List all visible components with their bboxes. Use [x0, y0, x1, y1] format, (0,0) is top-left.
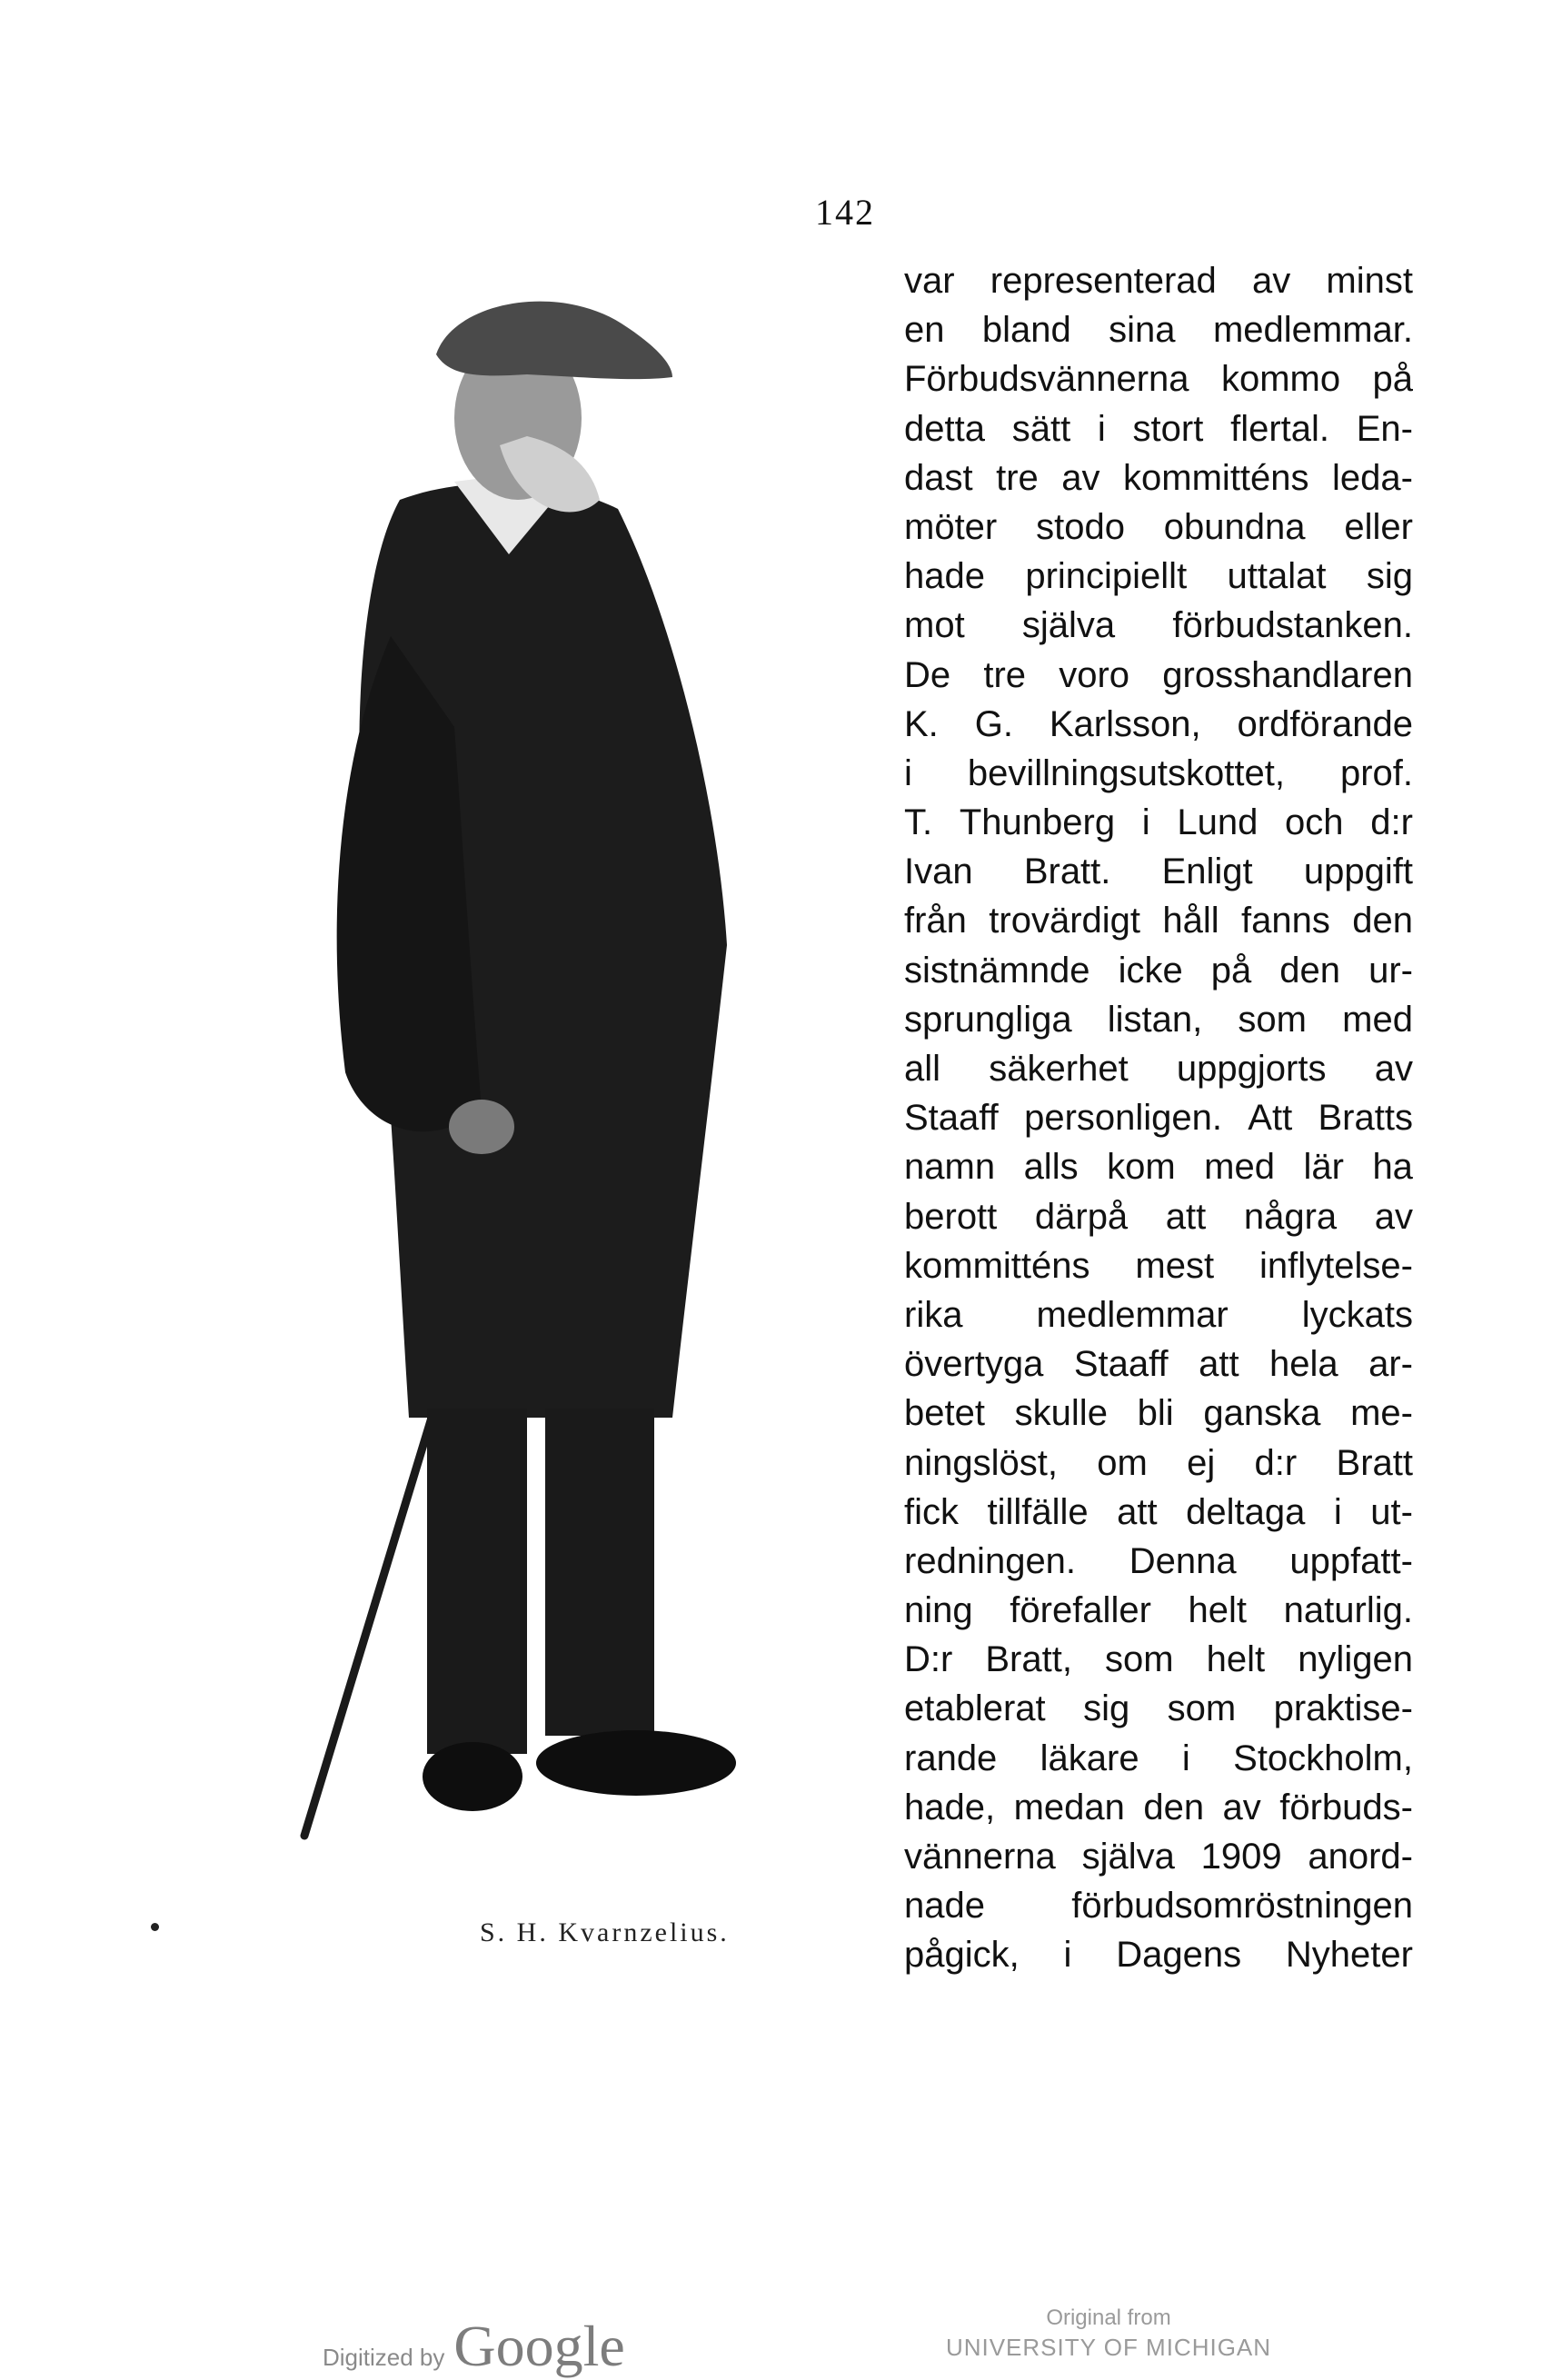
text-line — [904, 256, 1413, 305]
text-word: möter — [904, 506, 998, 547]
text-word: ur- — [1368, 950, 1413, 991]
text-word: förbudsomröstningen — [1071, 1886, 1413, 1927]
text-word: i — [1333, 1491, 1342, 1532]
text-word: hela — [1269, 1344, 1338, 1385]
text-word: icke — [1118, 950, 1183, 991]
text-word: Ivan — [904, 851, 973, 892]
stray-dot — [151, 1923, 159, 1931]
text-word: sprungliga — [904, 999, 1072, 1040]
text-line — [904, 1832, 1413, 1881]
text-word: i — [1141, 802, 1150, 843]
text-word: förefaller — [1010, 1590, 1151, 1631]
text-word: kom — [1107, 1147, 1176, 1188]
text-line — [904, 847, 1413, 896]
text-line — [904, 1439, 1413, 1488]
photo-caption: S. H. Kvarnzelius. — [480, 1917, 730, 1947]
text-word: i — [1063, 1935, 1072, 1976]
text-word: sistnämnde — [904, 950, 1090, 991]
text-word: En- — [1356, 408, 1413, 449]
text-word: anord- — [1308, 1837, 1413, 1877]
text-line — [904, 1044, 1413, 1093]
text-word: Enligt — [1161, 851, 1253, 892]
text-word: uppfatt- — [1289, 1540, 1413, 1581]
original-from-label: Original from — [1046, 2305, 1171, 2330]
text-word: Dagens — [1116, 1935, 1242, 1976]
text-word: G. — [974, 703, 1013, 744]
digitized-by-notice — [323, 2313, 625, 2380]
text-word: 1909 — [1200, 1837, 1282, 1877]
portrait-photo — [291, 291, 890, 1890]
text-word: listan, — [1107, 999, 1203, 1040]
text-word: K. — [904, 703, 939, 744]
text-word: fanns — [1241, 901, 1330, 941]
text-word: därpå — [1034, 1196, 1129, 1237]
text-word: vännerna — [904, 1837, 1056, 1877]
text-word: ning — [904, 1590, 973, 1631]
text-word: personligen. — [1024, 1098, 1223, 1139]
text-line — [904, 1488, 1413, 1537]
text-word: som — [1238, 999, 1307, 1040]
text-word: Staaff — [1073, 1344, 1169, 1385]
text-word: av — [1251, 261, 1291, 301]
digitized-by-label: Digitized by — [323, 2344, 445, 2371]
text-word: Bratts — [1318, 1098, 1413, 1139]
text-word: som — [1105, 1639, 1174, 1680]
text-word: medan — [1013, 1787, 1125, 1827]
text-word: minst — [1326, 261, 1413, 301]
text-word: uppgjorts — [1176, 1049, 1327, 1089]
text-word: d:r — [1254, 1442, 1298, 1483]
text-word: praktise- — [1273, 1688, 1413, 1729]
text-word: Bratt, — [985, 1639, 1072, 1680]
text-word: deltaga — [1186, 1491, 1306, 1532]
text-word: av — [1222, 1787, 1261, 1827]
text-word: principiellt — [1025, 556, 1188, 597]
text-word: kommitténs — [904, 1245, 1090, 1286]
text-word: ordförande — [1237, 703, 1413, 744]
text-word: tre — [983, 654, 1027, 695]
text-line — [904, 1930, 1413, 1979]
text-word: Karlsson, — [1049, 703, 1201, 744]
text-word: en — [904, 310, 945, 351]
text-line — [904, 995, 1413, 1044]
text-word: i — [1181, 1738, 1190, 1778]
text-word: nade — [904, 1886, 985, 1927]
text-word: T. — [904, 802, 933, 843]
text-word: att — [1165, 1196, 1207, 1237]
text-word: Förbudsvännerna — [904, 359, 1189, 400]
text-word: Bratt — [1336, 1442, 1413, 1483]
text-word: ej — [1187, 1442, 1216, 1483]
text-word: i — [1097, 408, 1106, 449]
text-word: ut- — [1370, 1491, 1413, 1532]
text-word: rande — [904, 1738, 998, 1778]
text-line — [904, 601, 1413, 650]
text-line — [904, 354, 1413, 403]
text-word: berott — [904, 1196, 998, 1237]
text-word: all — [904, 1049, 941, 1089]
text-word: några — [1243, 1196, 1338, 1237]
text-line — [904, 1586, 1413, 1635]
text-word: alls — [1023, 1147, 1079, 1188]
text-word: att — [1117, 1491, 1158, 1532]
text-word: stodo — [1036, 506, 1125, 547]
text-word: från — [904, 901, 967, 941]
text-word: helt — [1188, 1590, 1248, 1631]
text-word: dast — [904, 457, 973, 498]
text-word: skulle — [1014, 1393, 1108, 1434]
text-word: på — [1372, 359, 1413, 400]
text-word: kommitténs — [1123, 457, 1309, 498]
text-word: rika — [904, 1294, 963, 1335]
text-line — [904, 552, 1413, 601]
text-word: kommo — [1220, 359, 1341, 400]
text-word: som — [1167, 1688, 1237, 1729]
text-word: håll — [1162, 901, 1219, 941]
text-word: eller — [1344, 506, 1413, 547]
text-word: förbuds- — [1279, 1787, 1413, 1827]
text-word: ar- — [1368, 1344, 1413, 1385]
text-word: med — [1342, 999, 1413, 1040]
text-word: den — [1279, 950, 1341, 991]
text-word: namn — [904, 1147, 996, 1188]
text-word: om — [1097, 1442, 1148, 1483]
text-line — [904, 1241, 1413, 1290]
text-line — [904, 503, 1413, 552]
text-line — [904, 1389, 1413, 1438]
text-line — [904, 453, 1413, 503]
text-line — [904, 1734, 1413, 1783]
text-word: helt — [1206, 1639, 1266, 1680]
text-word: D:r — [904, 1639, 953, 1680]
text-word: och — [1285, 802, 1344, 843]
text-word: d:r — [1370, 802, 1413, 843]
text-word: detta — [904, 408, 985, 449]
text-word: lär — [1303, 1147, 1344, 1188]
text-word: bevillningsutskottet, — [967, 752, 1285, 793]
text-line — [904, 1093, 1413, 1142]
text-word: grosshandlaren — [1162, 654, 1413, 695]
text-word: hade, — [904, 1787, 996, 1827]
text-word: med — [1204, 1147, 1275, 1188]
text-word: pågick, — [904, 1935, 1020, 1976]
text-line — [904, 1192, 1413, 1241]
text-word: prof. — [1339, 752, 1413, 793]
text-word: tillfälle — [987, 1491, 1089, 1532]
text-word: den — [1352, 901, 1413, 941]
text-word: De — [904, 654, 951, 695]
text-word: sig — [1366, 556, 1413, 597]
text-word: Stockholm, — [1233, 1738, 1413, 1778]
text-line — [904, 798, 1413, 847]
text-word: naturlig. — [1283, 1590, 1413, 1631]
text-line — [904, 305, 1413, 354]
text-line — [904, 404, 1413, 453]
text-word: ningslöst, — [904, 1442, 1058, 1483]
text-word: trovärdigt — [989, 901, 1141, 941]
text-word: förbudstanken. — [1172, 605, 1413, 646]
text-line — [904, 1881, 1413, 1930]
text-line — [904, 1537, 1413, 1586]
text-word: redningen. — [904, 1540, 1077, 1581]
text-word: lyckats — [1301, 1294, 1413, 1335]
text-word: etablerat — [904, 1688, 1046, 1729]
text-line — [904, 1684, 1413, 1733]
page-number: 142 — [815, 192, 875, 233]
text-line — [904, 1142, 1413, 1191]
text-word: själva — [1021, 605, 1116, 646]
text-word: flertal. — [1230, 408, 1330, 449]
text-word: sig — [1083, 1688, 1130, 1729]
text-line — [904, 1290, 1413, 1339]
text-word: medlemmar. — [1212, 310, 1413, 351]
text-word: leda- — [1332, 457, 1413, 498]
text-word: sina — [1109, 310, 1176, 351]
body-text — [904, 256, 1413, 1980]
text-word: Att — [1248, 1098, 1293, 1139]
text-word: av — [1374, 1196, 1413, 1237]
text-word: uppgift — [1303, 851, 1413, 892]
text-word: voro — [1059, 654, 1130, 695]
text-line — [904, 946, 1413, 995]
text-word: hade — [904, 556, 985, 597]
text-word: av — [1061, 457, 1100, 498]
text-line — [904, 700, 1413, 749]
text-word: medlemmar — [1036, 1294, 1229, 1335]
text-word: inflytelse- — [1259, 1245, 1413, 1286]
text-word: Denna — [1129, 1540, 1237, 1581]
text-word: i — [904, 752, 912, 793]
text-word: nyligen — [1298, 1639, 1413, 1680]
text-line — [904, 896, 1413, 945]
text-word: av — [1374, 1049, 1413, 1089]
text-word: var — [904, 261, 955, 301]
text-line — [904, 749, 1413, 798]
text-word: ha — [1372, 1147, 1413, 1188]
text-word: mest — [1135, 1245, 1215, 1286]
text-word: säkerhet — [989, 1049, 1129, 1089]
text-line — [904, 1635, 1413, 1684]
library-name: UNIVERSITY OF MICHIGAN — [945, 2334, 1272, 2361]
text-word: övertyga — [904, 1344, 1044, 1385]
text-word: stort — [1132, 408, 1204, 449]
text-word: Staaff — [904, 1098, 999, 1139]
text-word: Lund — [1177, 802, 1259, 843]
text-word: ganska — [1203, 1393, 1321, 1434]
text-line — [904, 651, 1413, 700]
text-word: tre — [996, 457, 1039, 498]
text-word: på — [1210, 950, 1252, 991]
text-word: obundna — [1163, 506, 1306, 547]
text-line — [904, 1339, 1413, 1389]
text-line — [904, 1783, 1413, 1832]
text-word: själva — [1081, 1837, 1175, 1877]
text-word: att — [1199, 1344, 1239, 1385]
text-word: uttalat — [1227, 556, 1327, 597]
text-word: bland — [981, 310, 1071, 351]
text-word: Bratt. — [1023, 851, 1111, 892]
original-from-notice — [945, 2305, 1272, 2363]
text-word: sätt — [1011, 408, 1071, 449]
text-word: Nyheter — [1285, 1935, 1413, 1976]
text-word: me- — [1350, 1393, 1413, 1434]
text-word: bli — [1137, 1393, 1174, 1434]
text-word: Thunberg — [959, 802, 1116, 843]
text-word: läkare — [1040, 1738, 1139, 1778]
text-word: fick — [904, 1491, 959, 1532]
text-word: mot — [904, 605, 965, 646]
text-word: betet — [904, 1393, 985, 1434]
text-word: representerad — [990, 261, 1217, 301]
text-word: den — [1143, 1787, 1205, 1827]
google-logo: Google — [453, 2314, 625, 2378]
